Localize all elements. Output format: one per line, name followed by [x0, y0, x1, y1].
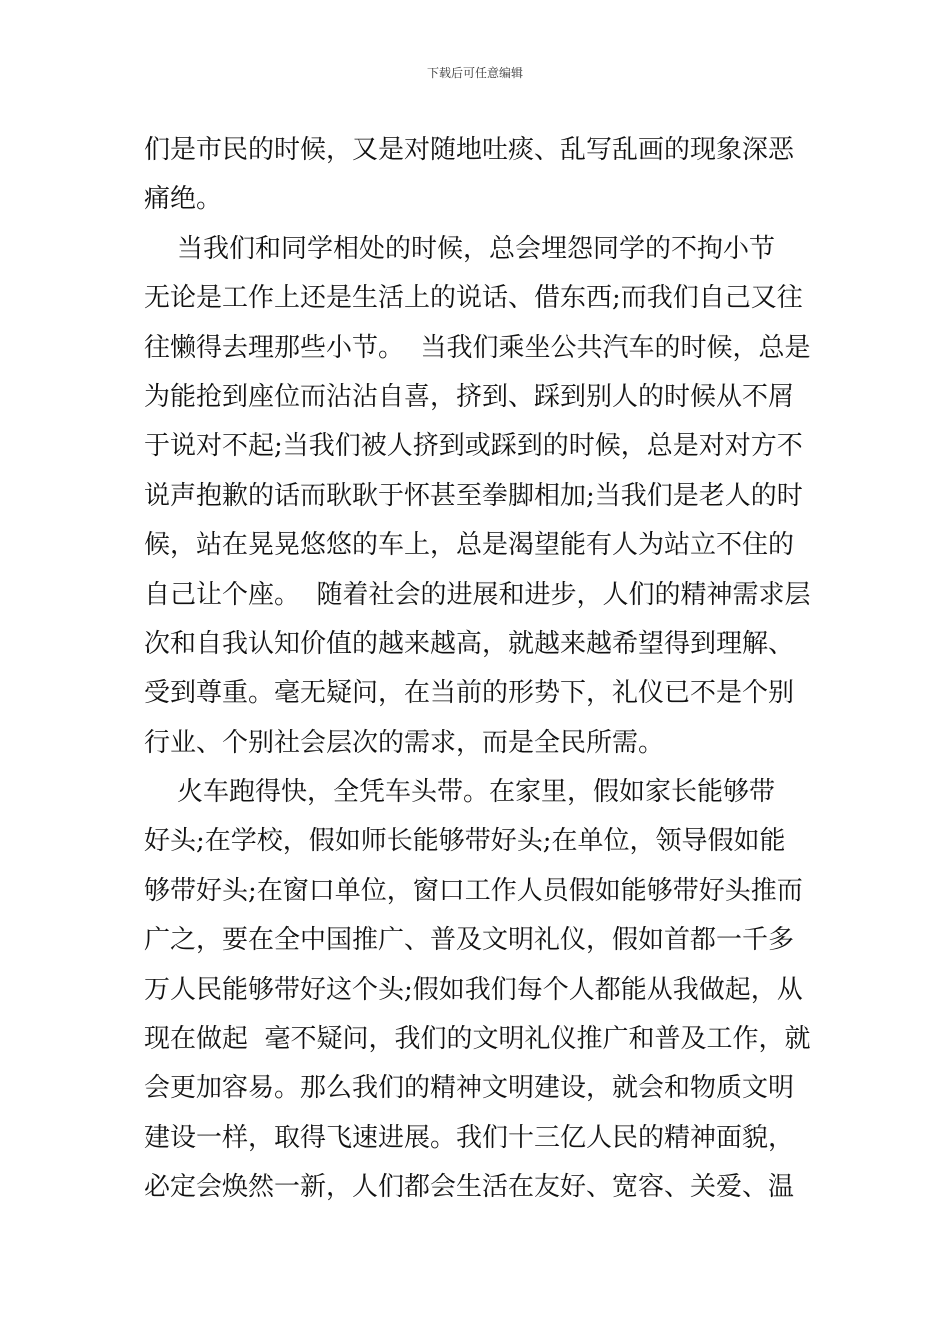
- text-line: 候，站在晃晃悠悠的车上，总是渴望能有人为站立不住的: [144, 530, 795, 561]
- text-line: 够带好头;在窗口单位，窗口工作人员假如能够带好头推而: [144, 875, 803, 906]
- text-line: 无论是工作上还是生活上的说话、借东西;而我们自己又往: [144, 283, 803, 314]
- text-line: 为能抢到座位而沾沾自喜，挤到、踩到别人的时候从不屑: [144, 381, 795, 412]
- page-header: 下载后可任意编辑: [426, 66, 523, 80]
- text-line: 受到尊重。毫无疑问，在当前的形势下，礼仪已不是个别: [144, 678, 795, 709]
- text-line: 火车跑得快，全凭车头带。在家里，假如家长能够带: [144, 777, 776, 808]
- text-line: 现在做起 毫不疑问，我们的文明礼仪推广和普及工作，就: [144, 1024, 811, 1055]
- text-line: 当我们和同学相处的时候，总会埋怨同学的不拘小节: [144, 233, 776, 264]
- text-line: 建设一样，取得飞速进展。我们十三亿人民的精神面貌，: [144, 1122, 795, 1153]
- text-line: 万人民能够带好这个头;假如我们每个人都能从我做起，从: [144, 974, 803, 1005]
- body-text: [144, 126, 824, 1213]
- text-line: 次和自我认知价值的越来越高，就越来越希望得到理解、: [144, 628, 795, 659]
- text-line: 们是市民的时候，又是对随地吐痰、乱写乱画的现象深恶: [144, 135, 795, 165]
- text-line: 往懒得去理那些小节。 当我们乘坐公共汽车的时候，总是: [144, 332, 811, 363]
- text-line: 说声抱歉的话而耿耿于怀甚至拳脚相加;当我们是老人的时: [144, 480, 803, 511]
- text-line: 行业、个别社会层次的需求，而是全民所需。: [144, 727, 665, 758]
- text-line: 好头;在学校，假如师长能够带好头;在单位，领导假如能: [144, 826, 786, 857]
- text-line: 广之，要在全中国推广、普及文明礼仪，假如首都一千多: [144, 925, 795, 956]
- text-line: 于说对不起;当我们被人挤到或踩到的时候，总是对对方不: [144, 431, 803, 462]
- text-line: 会更加容易。那么我们的精神文明建设，就会和物质文明: [144, 1073, 795, 1104]
- text-line: 必定会焕然一新，人们都会生活在友好、宽容、关爱、温: [144, 1172, 795, 1203]
- text-line: 自己让个座。 随着社会的进展和进步，人们的精神需求层: [144, 579, 811, 610]
- text-line: 痛绝。: [144, 184, 223, 215]
